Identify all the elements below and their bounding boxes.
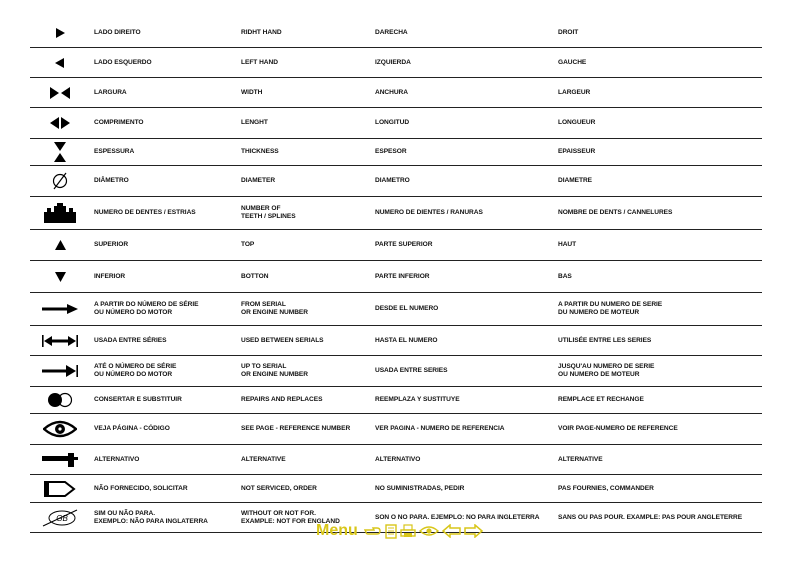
label-spanish: USADA ENTRE SERIES xyxy=(375,367,448,375)
gb-label: GB xyxy=(56,513,68,523)
label-spanish: SON O NO PARA. EJEMPLO: NO PARA INGLETERRA xyxy=(375,513,540,521)
label-spanish: PARTE INFERIOR xyxy=(375,272,430,280)
up-to-serial-icon xyxy=(30,356,90,386)
length-icon xyxy=(30,108,90,138)
label-english: LENGHT xyxy=(241,119,268,127)
eye-icon xyxy=(30,414,90,444)
label-portuguese: COMPRIMENTO xyxy=(94,119,144,127)
menu-bar xyxy=(316,521,483,541)
between-serials-icon xyxy=(30,326,90,355)
label-french: NOMBRE DE DENTS / CANNELURES xyxy=(558,209,673,217)
label-portuguese: VEJA PÁGINA - CÓDIGO xyxy=(94,425,170,433)
arrow-right-icon xyxy=(30,18,90,47)
triangle-up-icon xyxy=(30,230,90,260)
legend-row xyxy=(30,387,762,414)
label-french: HAUT xyxy=(558,241,577,249)
label-spanish: LONGITUD xyxy=(375,119,410,127)
symbols-legend-table xyxy=(30,18,762,533)
width-icon xyxy=(30,78,90,107)
legend-row xyxy=(30,261,762,293)
label-english: USED BETWEEN SERIALS xyxy=(241,336,324,344)
label-french: SANS OU PAS POUR. EXAMPLE: PAS POUR ANGLETERRE xyxy=(558,513,743,521)
label-english: LEFT HAND xyxy=(241,58,278,66)
label-english: TOP xyxy=(241,241,255,249)
label-french: JUSQU'AU NUMERO DE SERIE OU NUMERO DE MOTEUR xyxy=(558,363,655,378)
label-portuguese: NUMERO DE DENTES / ESTRIAS xyxy=(94,209,196,217)
label-portuguese: ALTERNATIVO xyxy=(94,455,140,463)
alternative-icon xyxy=(30,445,90,474)
forward-arrow-icon[interactable] xyxy=(464,524,483,538)
legend-row xyxy=(30,445,762,475)
label-english: DIAMETER xyxy=(241,177,276,185)
label-french: PAS FOURNIES, COMMANDER xyxy=(558,484,654,492)
print-icon[interactable] xyxy=(400,524,416,538)
label-spanish: NUMERO DE DIENTES / RANURAS xyxy=(375,209,483,217)
label-french: REMPLACE ET RECHANGE xyxy=(558,396,644,404)
arrow-left-icon xyxy=(30,48,90,77)
label-spanish: ESPESOR xyxy=(375,148,407,156)
label-french: LARGEUR xyxy=(558,88,591,96)
legend-row xyxy=(30,166,762,197)
label-french: LONGUEUR xyxy=(558,119,596,127)
legend-row xyxy=(30,48,762,78)
label-french: ALTERNATIVE xyxy=(558,455,603,463)
label-portuguese: INFERIOR xyxy=(94,272,126,280)
label-french: BAS xyxy=(558,272,572,280)
label-french: GAUCHE xyxy=(558,58,587,66)
label-spanish: DESDE EL NUMERO xyxy=(375,305,439,313)
label-portuguese: ATÉ O NÚMERO DE SÉRIE OU NÚMERO DO MOTOR xyxy=(94,363,177,378)
label-portuguese: SIM OU NÃO PARA. EXEMPLO: NÃO PARA INGLATERRA xyxy=(94,509,208,525)
label-french: VOIR PAGE-NUMERO DE REFERENCE xyxy=(558,425,678,433)
label-french: UTILISÉE ENTRE LES SERIES xyxy=(558,336,652,344)
label-english: NOT SERVICED, ORDER xyxy=(241,484,317,492)
legend-row xyxy=(30,475,762,503)
legend-row xyxy=(30,197,762,230)
label-portuguese: LADO ESQUERDO xyxy=(94,58,152,66)
label-english: ALTERNATIVE xyxy=(241,455,286,463)
label-portuguese: SUPERIOR xyxy=(94,241,129,249)
legend-row xyxy=(30,18,762,48)
from-serial-icon xyxy=(30,293,90,325)
label-english: REPAIRS AND REPLACES xyxy=(241,396,323,404)
label-english: THICKNESS xyxy=(241,148,279,156)
label-portuguese: ESPESSURA xyxy=(94,148,135,156)
label-portuguese: CONSERTAR E SUBSTITUIR xyxy=(94,396,182,404)
pointing-hand-icon[interactable] xyxy=(364,525,382,537)
diameter-icon xyxy=(30,166,90,196)
label-spanish: DARECHA xyxy=(375,28,408,36)
label-english: FROM SERIAL OR ENGINE NUMBER xyxy=(241,301,308,316)
legend-row xyxy=(30,230,762,261)
label-english: WITHOUT OR NOT FOR. EXAMPLE: NOT FOR ENGLAND xyxy=(241,509,340,525)
label-spanish: PARTE SUPERIOR xyxy=(375,241,433,249)
replace-icon xyxy=(30,387,90,413)
legend-row xyxy=(30,414,762,445)
label-english: UP TO SERIAL OR ENGINE NUMBER xyxy=(241,363,308,378)
label-spanish: REEMPLAZA Y SUSTITUYE xyxy=(375,396,460,404)
label-spanish: ANCHURA xyxy=(375,88,408,96)
label-spanish: DIAMETRO xyxy=(375,177,410,185)
label-french: EPAISSEUR xyxy=(558,148,596,156)
view-icon[interactable] xyxy=(419,525,439,537)
menu-link[interactable]: Menu xyxy=(316,522,358,539)
legend-row xyxy=(30,356,762,387)
label-french: DROIT xyxy=(558,28,579,36)
label-portuguese: LARGURA xyxy=(94,88,127,96)
label-portuguese: DIÂMETRO xyxy=(94,177,129,185)
label-english: RIDHT HAND xyxy=(241,28,282,36)
label-portuguese: LADO DIREITO xyxy=(94,28,141,36)
label-portuguese: NÃO FORNECIDO, SOLICITAR xyxy=(94,484,188,492)
legend-row xyxy=(30,108,762,139)
legend-row xyxy=(30,78,762,108)
label-english: BOTTON xyxy=(241,272,269,280)
thickness-icon xyxy=(30,139,90,165)
legend-row xyxy=(30,139,762,166)
label-english: WIDTH xyxy=(241,88,263,96)
label-portuguese: USADA ENTRE SÉRIES xyxy=(94,336,167,344)
legend-row xyxy=(30,293,762,326)
label-spanish: NO SUMINISTRADAS, PEDIR xyxy=(375,484,465,492)
label-spanish: ALTERNATIVO xyxy=(375,455,421,463)
label-portuguese: A PARTIR DO NÚMERO DE SÉRIE OU NÚMERO DO MOTOR xyxy=(94,301,199,316)
document-icon[interactable] xyxy=(385,524,397,539)
label-french: DIAMETRE xyxy=(558,177,593,185)
triangle-down-icon xyxy=(30,261,90,292)
back-arrow-icon[interactable] xyxy=(442,524,461,538)
gear-teeth-icon xyxy=(30,197,90,229)
legend-row xyxy=(30,326,762,356)
label-english: NUMBER OF TEETH / SPLINES xyxy=(241,205,296,220)
label-french: A PARTIR DU NUMERO DE SERIE DU NUMERO DE MOTEUR xyxy=(558,301,663,316)
label-spanish: IZQUIERDA xyxy=(375,58,411,66)
not-for-gb-icon xyxy=(30,503,90,532)
label-english: SEE PAGE - REFERENCE NUMBER xyxy=(241,425,351,433)
label-spanish: VER PAGINA - NUMERO DE REFERENCIA xyxy=(375,425,505,433)
not-serviced-icon xyxy=(30,475,90,502)
label-spanish: HASTA EL NUMERO xyxy=(375,336,438,344)
